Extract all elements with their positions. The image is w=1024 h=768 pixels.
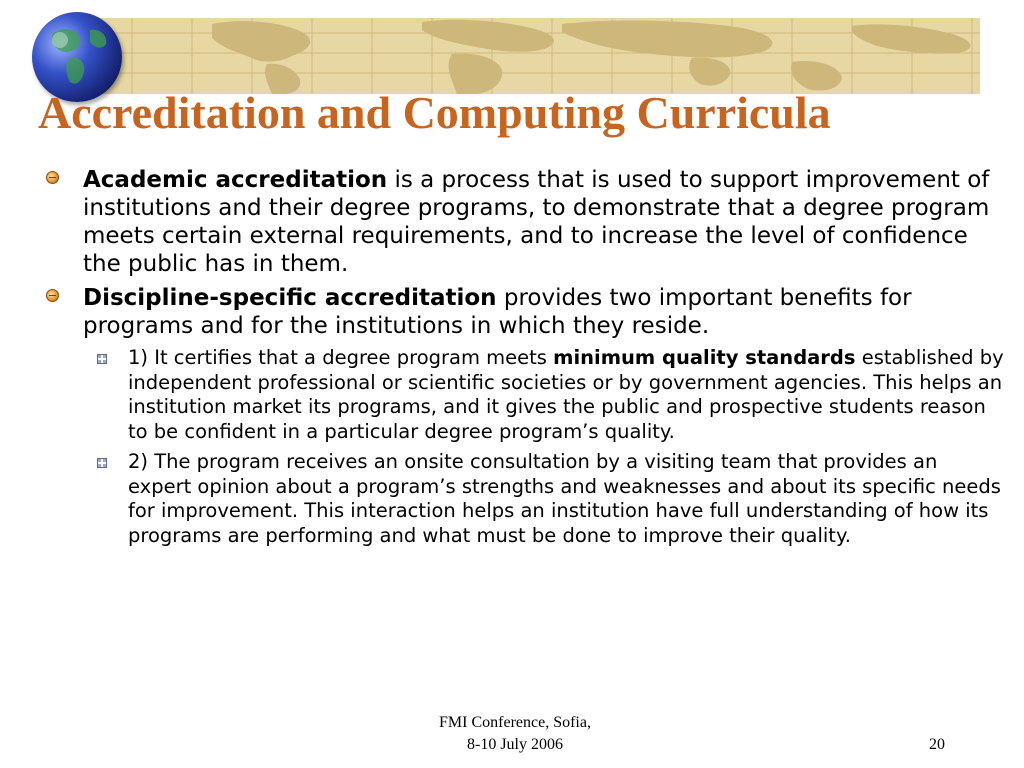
footer-conference: [400, 712, 630, 756]
bullet-text: provides two important benefits for programs and for the institutions in which they reside.: [83, 285, 912, 339]
square-bullet-icon: [97, 354, 107, 364]
sub-bullet-quality-standards: [83, 346, 1006, 444]
sub-bullet-text-post: established by independent professional or scientific societies or by government agencies. This helps an institution market its programs, and it gives the public and prospective students reason to be confident in a particular degree program’s quality.: [128, 346, 1004, 443]
round-bullet-icon: [46, 171, 59, 184]
slide-content: [46, 166, 1006, 554]
bullet-text: is a process that is used to support improvement of institutions and their degree programs, to demonstrate that a degree program meets certain external requirements, and to increase the level of confidence the public has in them.: [83, 167, 990, 277]
bullet-bold-term: Academic accreditation: [83, 167, 388, 193]
bullet-academic-accreditation: [46, 166, 1006, 278]
slide-title: Accreditation and Computing Curricula: [38, 87, 831, 138]
sub-bullet-onsite-consultation: [83, 450, 1006, 548]
footer-line-2: 8-10 July 2006: [467, 736, 563, 753]
round-bullet-icon: [46, 289, 59, 302]
footer-line-1: FMI Conference, Sofia,: [439, 714, 591, 731]
square-bullet-icon: [97, 458, 107, 468]
bullet-discipline-specific-accreditation: [46, 284, 1006, 340]
sub-bullet-bold-term: minimum quality standards: [553, 346, 856, 369]
sub-bullet-text: 2) The program receives an onsite consultation by a visiting team that provides an expert opinion about a program’s strengths and weaknesses and about its specific needs for improvement. This interaction helps an institution have full understanding of how its programs are performing and what must be done to improve their quality.: [128, 450, 1001, 547]
sub-bullet-text-pre: 1) It certifies that a degree program meets: [128, 346, 554, 369]
bullet-bold-term: Discipline-specific accreditation: [83, 285, 497, 311]
world-map-banner: [92, 18, 980, 94]
slide-number: 20: [929, 736, 945, 753]
